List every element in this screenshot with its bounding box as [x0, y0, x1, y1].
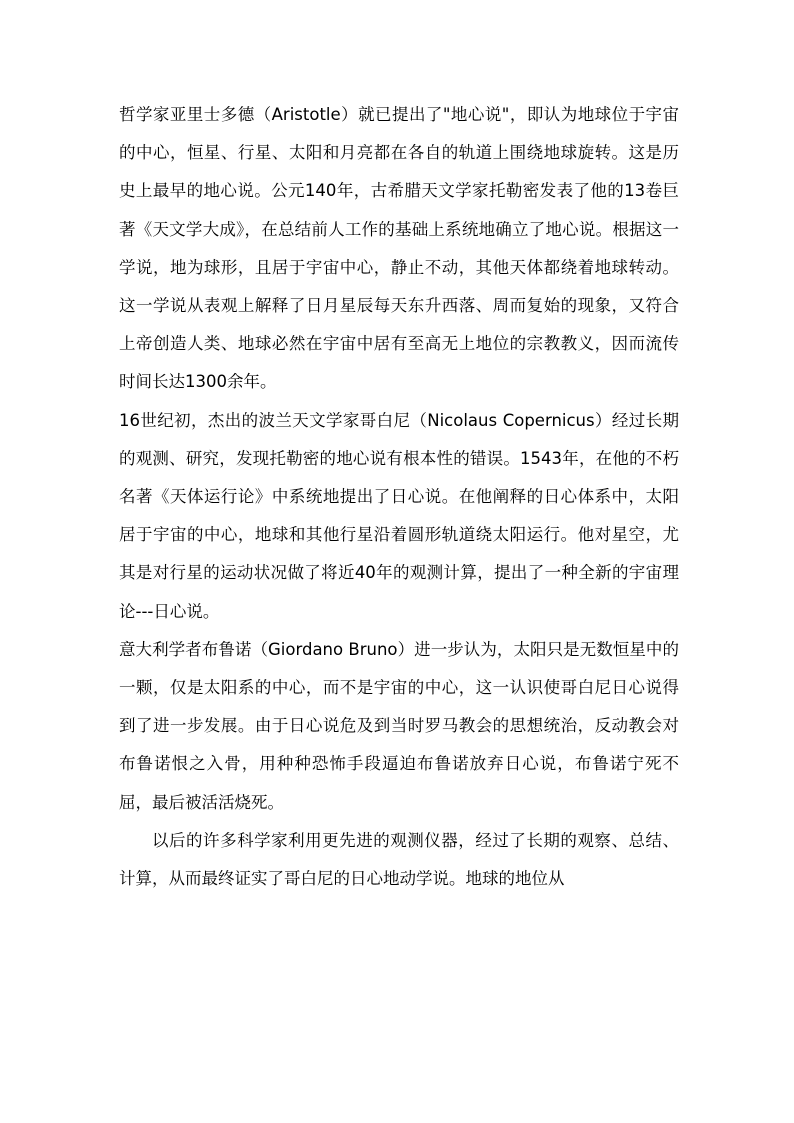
paragraph-later-scientists: 以后的许多科学家利用更先进的观测仪器，经过了长期的观察、总结、计算，从而最终证实了哥白尼的日心地动学说。地球的地位从 [119, 830, 679, 889]
document-body [119, 96, 679, 898]
paragraph-aristotle-ptolemy: 哲学家亚里士多德（Aristotle）就已提出了"地心说"，即认为地球位于宇宙的中心，恒星、行星、太阳和月亮都在各自的轨道上围绕地球旋转。这是历史上最早的地心说。公元140年，古希腊天文学家托勒密发表了他的13卷巨著《天文学大成》，在总结前人工作的基础上系统地确立了地心说。根据这一学说，地为球形，且居于宇宙中心，静止不动，其他天体都绕着地球转动。这一学说从表观上解释了日月星辰每天东升西落、周而复始的现象，又符合上帝创造人类、地球必然在宇宙中居有至高无上地位的宗教教义，因而流传时间长达1300余年。 [119, 105, 679, 392]
paragraph-copernicus: 16世纪初，杰出的波兰天文学家哥白尼（Nicolaus Copernicus）经过长期的观测、研究，发现托勒密的地心说有根本性的错误。1543年，在他的不朽名著《天体运行论》中系统地提出了日心说。在他阐释的日心体系中，太阳居于宇宙的中心，地球和其他行星沿着圆形轨道绕太阳运行。他对星空，尤其是对行星的运动状况做了将近40年的观测计算，提出了一种全新的宇宙理论---日心说。 [119, 410, 679, 621]
paragraph-bruno: 意大利学者布鲁诺（Giordano Bruno）进一步认为，太阳只是无数恒星中的一颗，仅是太阳系的中心，而不是宇宙的中心，这一认识使哥白尼日心说得到了进一步发展。由于日心说危及到当时罗马教会的思想统治，反动教会对布鲁诺恨之入骨，用种种恐怖手段逼迫布鲁诺放弃日心说，布鲁诺宁死不屈，最后被活活烧死。 [119, 639, 679, 812]
